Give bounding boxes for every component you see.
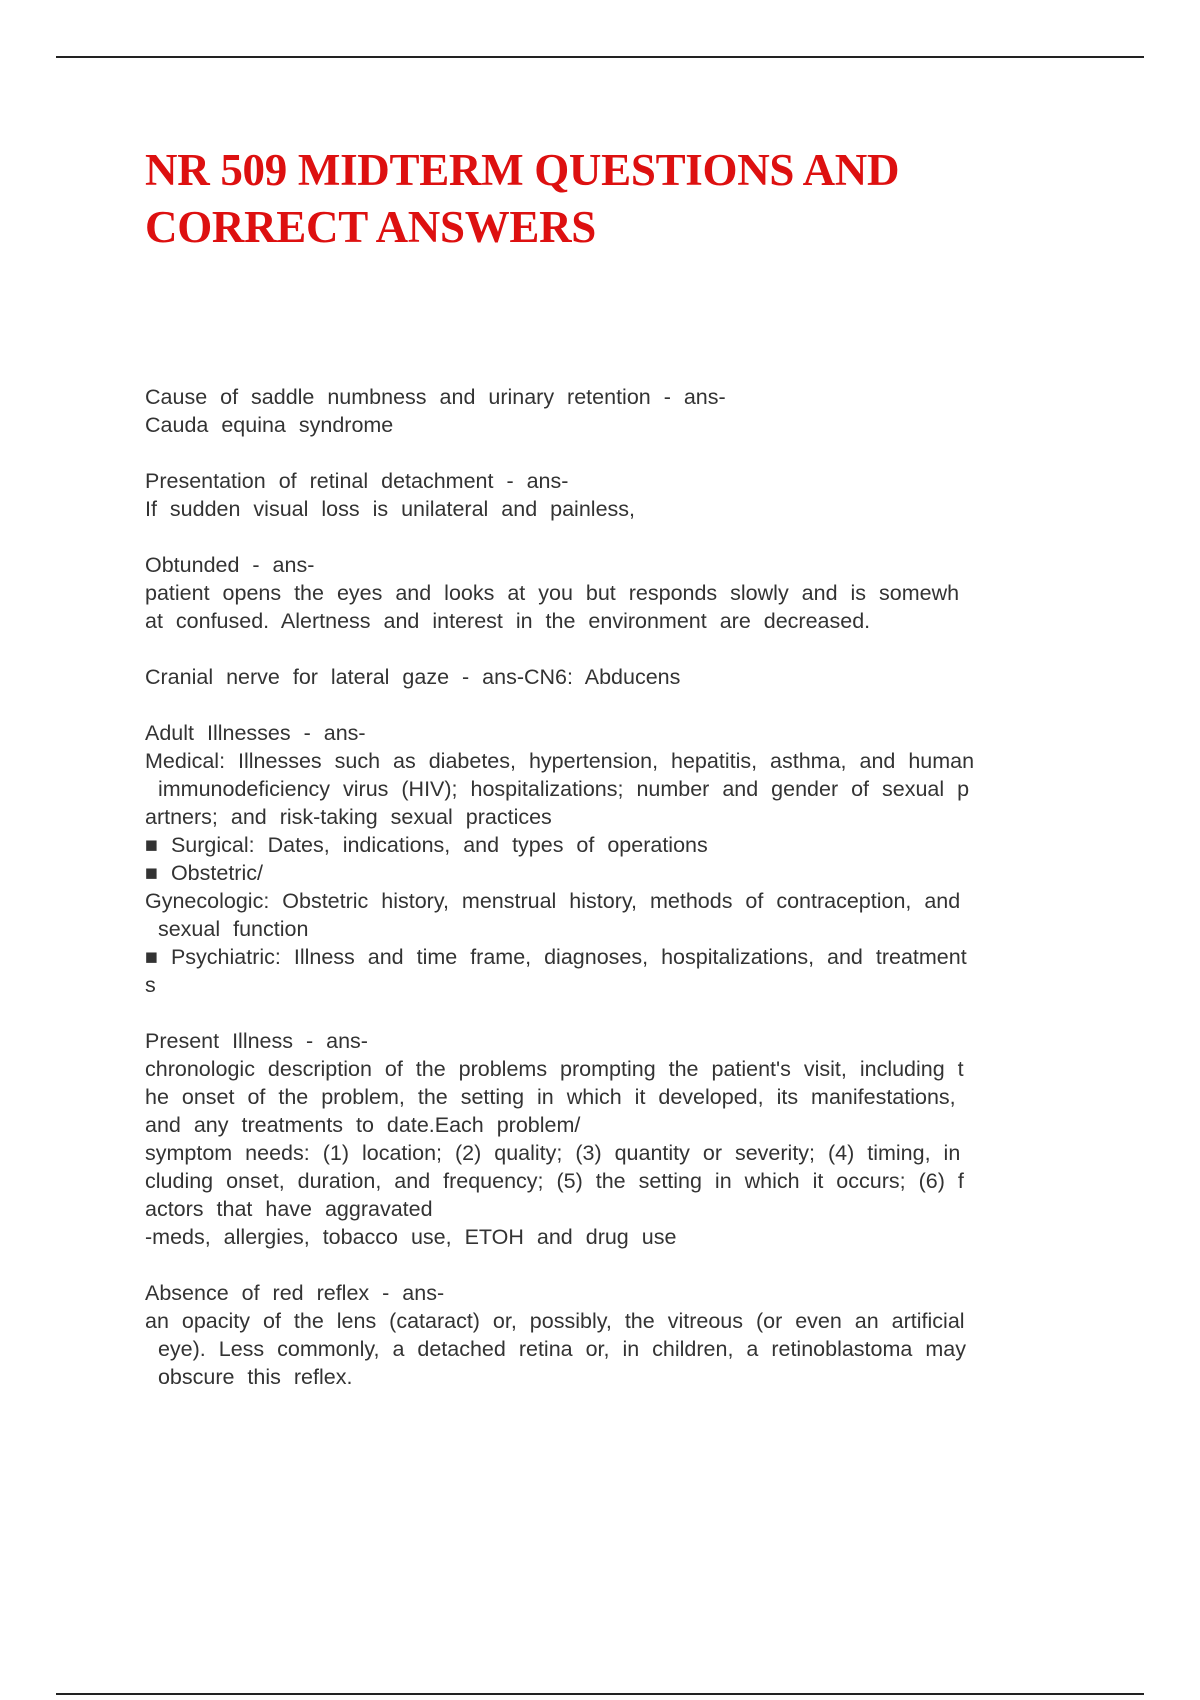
qa-question-line: Present Illness - ans-	[145, 1029, 368, 1053]
qa-answer-line: Medical: Illnesses such as diabetes, hypertension, hepatitis, asthma, and human	[145, 749, 975, 773]
qa-question-line: Absence of red reflex - ans-	[145, 1281, 445, 1305]
qa-block	[145, 719, 1090, 999]
qa-answer-line: s	[145, 973, 156, 997]
qa-question-line: Obtunded - ans-	[145, 553, 315, 577]
title-line-1: NR 509 MIDTERM QUESTIONS AND	[145, 145, 900, 195]
qa-answer-line: he onset of the problem, the setting in which it developed, its manifestations,	[145, 1085, 956, 1109]
qa-answer-line: chronologic description of the problems prompting the patient's visit, including t	[145, 1057, 964, 1081]
qa-question-line: Adult Illnesses - ans-	[145, 721, 366, 745]
qa-list	[145, 383, 1090, 1419]
qa-answer-line: eye). Less commonly, a detached retina or, in children, a retinoblastoma may	[145, 1337, 966, 1361]
qa-answer-line: If sudden visual loss is unilateral and painless,	[145, 497, 636, 521]
qa-block	[145, 1279, 1090, 1391]
top-rule	[56, 56, 1144, 58]
qa-answer-line: ■ Psychiatric: Illness and time frame, diagnoses, hospitalizations, and treatment	[145, 945, 967, 969]
bottom-rule	[56, 1693, 1144, 1695]
qa-question-line: Cause of saddle numbness and urinary retention - ans-	[145, 385, 726, 409]
qa-answer-line: and any treatments to date.Each problem/	[145, 1113, 581, 1137]
qa-block	[145, 663, 1090, 691]
qa-question-line: Cranial nerve for lateral gaze - ans-CN6: Abducens	[145, 665, 681, 689]
qa-question-line: Presentation of retinal detachment - ans-	[145, 469, 569, 493]
qa-answer-line: symptom needs: (1) location; (2) quality; (3) quantity or severity; (4) timing, in	[145, 1141, 961, 1165]
qa-answer-line: ■ Surgical: Dates, indications, and types of operations	[145, 833, 708, 857]
qa-answer-line: an opacity of the lens (cataract) or, possibly, the vitreous (or even an artificial	[145, 1309, 965, 1333]
qa-answer-line: immunodeficiency virus (HIV); hospitalizations; number and gender of sexual p	[145, 777, 970, 801]
qa-answer-line: ■ Obstetric/	[145, 861, 263, 885]
qa-answer-line: cluding onset, duration, and frequency; (5) the setting in which it occurs; (6) f	[145, 1169, 964, 1193]
qa-answer-line: sexual function	[145, 917, 309, 941]
qa-block	[145, 467, 1090, 523]
qa-answer-line: obscure this reflex.	[145, 1365, 353, 1389]
qa-block	[145, 551, 1090, 635]
title-line-2: CORRECT ANSWERS	[145, 202, 597, 252]
qa-answer-line: Gynecologic: Obstetric history, menstrual history, methods of contraception, and	[145, 889, 961, 913]
qa-block	[145, 383, 1090, 439]
qa-answer-line: -meds, allergies, tobacco use, ETOH and drug use	[145, 1225, 677, 1249]
qa-answer-line: patient opens the eyes and looks at you but responds slowly and is somewh	[145, 581, 960, 605]
qa-answer-line: artners; and risk-taking sexual practices	[145, 805, 552, 829]
qa-answer-line: actors that have aggravated	[145, 1197, 433, 1221]
qa-answer-line: at confused. Alertness and interest in the environment are decreased.	[145, 609, 871, 633]
page-title	[145, 142, 1045, 256]
qa-answer-line: Cauda equina syndrome	[145, 413, 394, 437]
qa-block	[145, 1027, 1090, 1251]
